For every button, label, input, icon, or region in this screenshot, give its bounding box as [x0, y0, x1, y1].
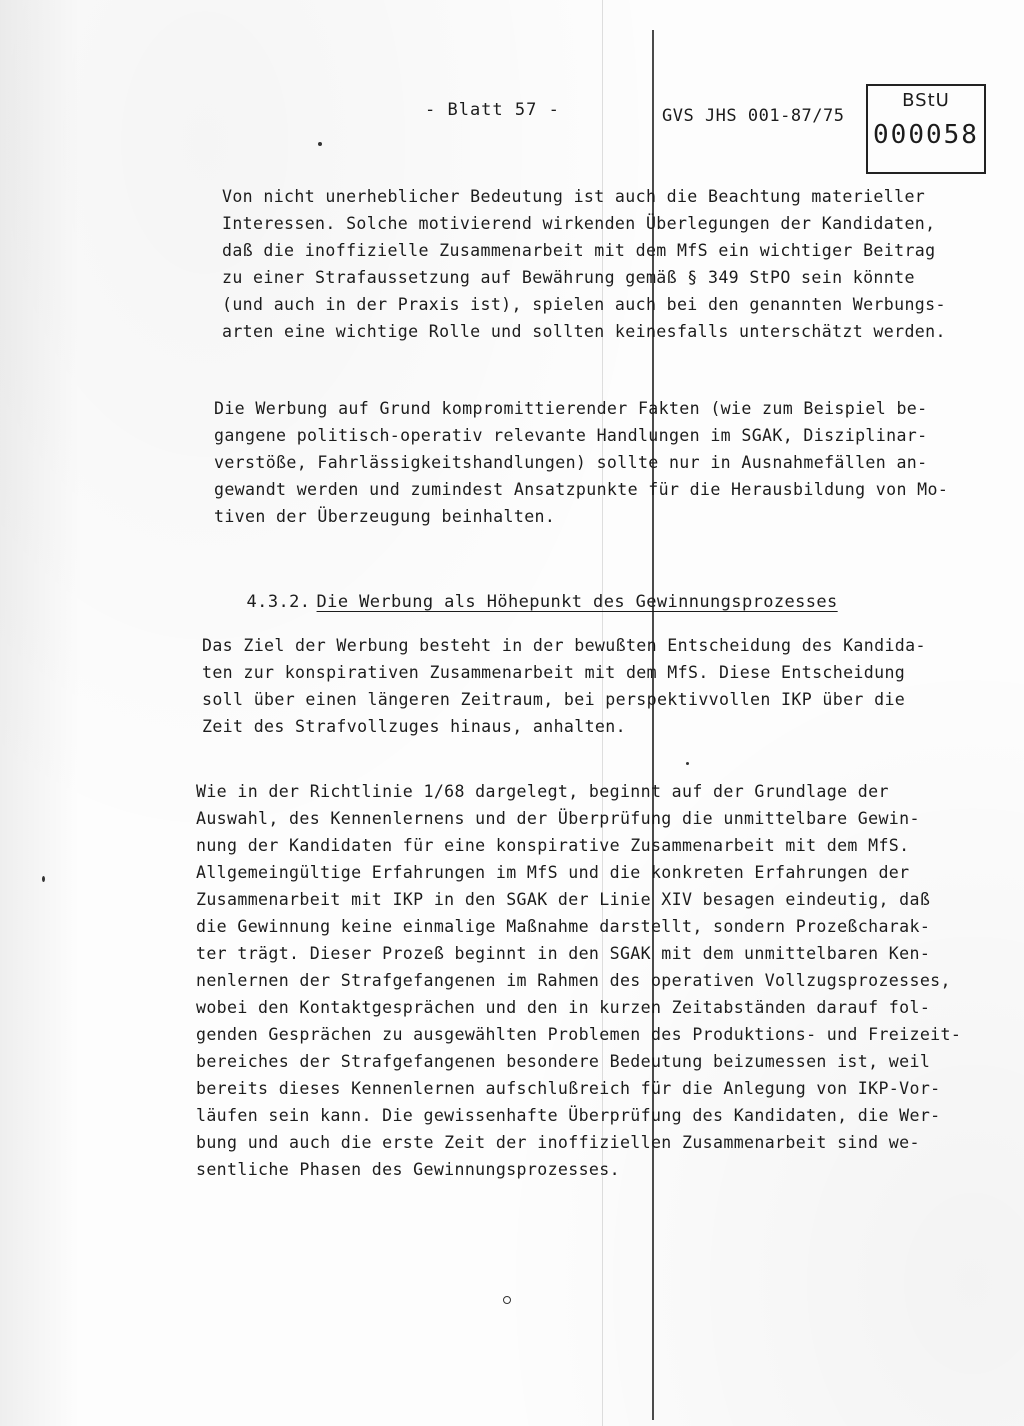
paragraph-2	[214, 395, 948, 530]
text-line: Wie in der Richtlinie 1/68 dargelegt, beginnt auf der Grundlage der	[196, 782, 889, 801]
section-title: Die Werbung als Höhepunkt des Gewinnungsprozesses	[316, 592, 838, 612]
stamp-number: 000058	[873, 120, 979, 150]
text-line: Die Werbung auf Grund kompromittierender Fakten (wie zum Beispiel be-	[214, 399, 928, 418]
text-line: Allgemeingültige Erfahrungen im MfS und die konkreten Erfahrungen der	[196, 863, 910, 882]
paragraph-4	[196, 778, 961, 1183]
text-line: verstöße, Fahrlässigkeitshandlungen) sollte nur in Ausnahmefällen an-	[214, 453, 928, 472]
text-line: ter trägt. Dieser Prozeß beginnt in den SGAK mit dem unmittelbaren Ken-	[196, 944, 931, 963]
text-line: Zusammenarbeit mit IKP in den SGAK der Linie XIV besagen eindeutig, daß	[196, 890, 931, 909]
text-line: nenlernen der Strafgefangenen im Rahmen des operativen Vollzugsprozesses,	[196, 971, 951, 990]
text-line: ten zur konspirativen Zusammenarbeit mit dem MfS. Diese Entscheidung	[202, 663, 906, 682]
text-line: sentliche Phasen des Gewinnungsprozesses.	[196, 1160, 620, 1179]
paragraph-1	[222, 183, 946, 345]
text-line: genden Gesprächen zu ausgewählten Problemen des Produktions- und Freizeit-	[196, 1025, 962, 1044]
text-line: gewandt werden und zumindest Ansatzpunkte für die Herausbildung von Mo-	[214, 480, 949, 499]
text-line: arten eine wichtige Rolle und sollten keinesfalls unterschätzt werden.	[222, 322, 946, 341]
text-line: Von nicht unerheblicher Bedeutung ist auch die Beachtung materieller	[222, 187, 926, 206]
text-line: nung der Kandidaten für eine konspirative Zusammenarbeit mit dem MfS.	[196, 836, 910, 855]
page-number-label: - Blatt 57 -	[425, 100, 560, 120]
scan-speck	[42, 876, 45, 882]
text-line: gangene politisch-operativ relevante Handlungen im SGAK, Disziplinar-	[214, 426, 928, 445]
text-line: Das Ziel der Werbung besteht in der bewußten Entscheidung des Kandida-	[202, 636, 926, 655]
text-line: läufen sein kann. Die gewissenhafte Überprüfung des Kandidaten, die Wer-	[196, 1106, 941, 1125]
text-line: zu einer Strafaussetzung auf Bewährung gemäß § 349 StPO sein könnte	[222, 268, 915, 287]
text-line: bung und auch die erste Zeit der inoffiziellen Zusammenarbeit sind we-	[196, 1133, 920, 1152]
paragraph-3	[202, 632, 926, 740]
section-heading	[204, 572, 838, 632]
text-line: bereiches der Strafgefangenen besondere Bedeutung beizumessen ist, weil	[196, 1052, 931, 1071]
archive-stamp	[866, 84, 986, 174]
scan-speck	[503, 1296, 511, 1304]
scan-speck	[318, 142, 322, 146]
text-line: bereits dieses Kennenlernen aufschlußreich für die Anlegung von IKP-Vor-	[196, 1079, 941, 1098]
text-line: die Gewinnung keine einmalige Maßnahme darstellt, sondern Prozeßcharak-	[196, 917, 931, 936]
text-line: (und auch in der Praxis ist), spielen auch bei den genannten Werbungs-	[222, 295, 946, 314]
text-line: Auswahl, des Kennenlernens und der Überprüfung die unmittelbare Gewin-	[196, 809, 920, 828]
text-line: daß die inoffizielle Zusammenarbeit mit dem MfS ein wichtiger Beitrag	[222, 241, 936, 260]
stamp-title: BStU	[902, 90, 950, 111]
text-line: Interessen. Solche motivierend wirkenden Überlegungen der Kandidaten,	[222, 214, 936, 233]
scan-speck	[686, 762, 689, 765]
text-line: Zeit des Strafvollzuges hinaus, anhalten.	[202, 717, 626, 736]
section-number: 4.3.2.	[246, 592, 311, 612]
file-reference: GVS JHS 001-87/75	[662, 106, 845, 126]
scan-shadow	[0, 0, 80, 1426]
text-line: soll über einen längeren Zeitraum, bei perspektivvollen IKP über die	[202, 690, 906, 709]
text-line: tiven der Überzeugung beinhalten.	[214, 507, 556, 526]
text-line: wobei den Kontaktgesprächen und den in kurzen Zeitabständen darauf fol-	[196, 998, 931, 1017]
